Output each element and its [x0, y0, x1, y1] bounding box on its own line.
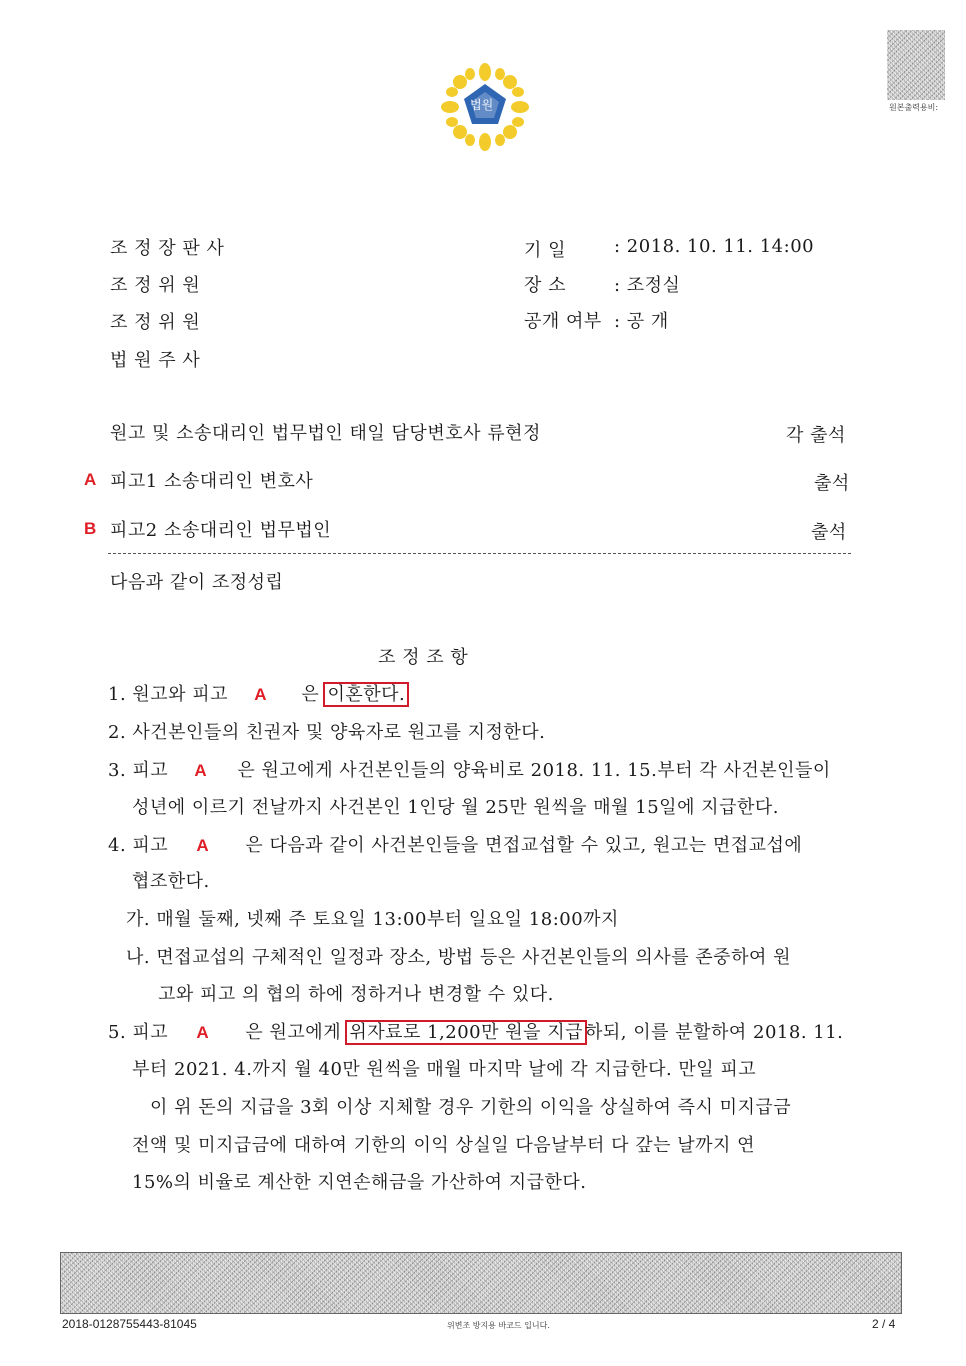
party-defendant-1: 피고1 소송대리인 변호사 — [110, 471, 314, 492]
clause-4-na-line-2: 고와 피고 의 협의 하에 정하거나 변경할 수 있다. — [158, 984, 554, 1005]
court-emblem — [440, 62, 530, 152]
clause-3-prefix: 3. 피고 — [108, 760, 169, 781]
clause-4-na: 나. 면접교섭의 구체적인 일정과 장소, 방법 등은 사건본인들의 의사를 존중하여 원 — [126, 947, 791, 968]
document-number: 2018-0128755443-81045 — [62, 1317, 197, 1331]
session-public-value: : 공 개 — [614, 311, 669, 332]
clause-5-text: 하되, 이를 분할하여 2018. 11. — [585, 1022, 844, 1043]
clause-4-ga: 가. 매월 둘째, 넷째 주 토요일 13:00부터 일요일 18:00까지 — [126, 909, 619, 930]
official-judge: 조 정 장 판 사 — [110, 238, 225, 259]
marker-a: A — [196, 1023, 210, 1042]
barcode-note: 위변조 방지용 바코드 입니다. — [447, 1321, 550, 1330]
official-clerk: 법 원 주 사 — [110, 350, 201, 371]
party-defendant-1-status: 출석 — [814, 473, 850, 494]
clause-4 — [108, 831, 802, 857]
clause-5-line-5: 15%의 비율로 계산한 지연손해금을 가산하여 지급한다. — [132, 1172, 587, 1193]
session-place-value: : 조정실 — [614, 275, 681, 296]
session-public-label: 공개 여부 — [524, 311, 602, 332]
official-mediator-2: 조 정 위 원 — [110, 312, 201, 333]
clause-3-line-2: 성년에 이르기 전날까지 사건본인 1인당 월 25만 원씩을 매월 15일에 지급한다. — [132, 797, 779, 818]
security-stamp — [887, 30, 945, 100]
clause-4-prefix: 4. 피고 — [108, 835, 169, 856]
clause-5-prefix: 5. 피고 — [108, 1022, 169, 1043]
marker-a: A — [254, 685, 268, 704]
security-stamp-label: 원본출력용비: — [889, 103, 939, 112]
settlement-intro: 다음과 같이 조정성립 — [110, 572, 284, 593]
party-defendant-2: 피고2 소송대리인 법무법인 — [110, 520, 332, 541]
marker-a: A — [196, 836, 210, 855]
section-title: 조 정 조 항 — [378, 647, 469, 668]
clause-1-mid: 은 — [301, 684, 320, 705]
official-mediator-1: 조 정 위 원 — [110, 275, 201, 296]
session-date-label: 기 일 — [524, 240, 566, 261]
clause-1-prefix: 1. 원고와 피고 — [108, 684, 229, 705]
clause-4-line-2: 협조한다. — [132, 871, 210, 892]
highlight-divorce: 이혼한다. — [323, 682, 409, 707]
clause-5-line-4: 전액 및 미지급금에 대하여 기한의 이익 상실일 다음날부터 다 갚는 날까지 연 — [132, 1135, 755, 1156]
clause-4-text: 은 다음과 같이 사건본인들을 면접교섭할 수 있고, 원고는 면접교섭에 — [245, 835, 803, 856]
clause-5-mid: 은 원고에게 — [245, 1022, 342, 1043]
session-date-value: : 2018. 10. 11. 14:00 — [614, 236, 815, 257]
clause-3 — [108, 756, 831, 782]
party-plaintiff: 원고 및 소송대리인 법무법인 태일 담당변호사 류현정 — [110, 423, 541, 444]
clause-3-text: 은 원고에게 사건본인들의 양육비로 2018. 11. 15.부터 각 사건본인들이 — [237, 760, 831, 781]
marker-b: B — [84, 519, 97, 538]
clause-2: 2. 사건본인들의 친권자 및 양육자로 원고를 지정한다. — [108, 722, 546, 743]
highlight-consolation-payment: 위자료로 1,200만 원을 지급 — [345, 1020, 587, 1045]
emblem-text: 법원 — [470, 98, 494, 112]
page-number: 2 / 4 — [872, 1317, 896, 1331]
party-defendant-2-status: 출석 — [811, 522, 847, 543]
security-barcode — [60, 1252, 902, 1314]
clause-5-line-2: 부터 2021. 4.까지 월 40만 원씩을 매월 마지막 날에 각 지급한다. 만일 피고 — [132, 1059, 757, 1080]
marker-a: A — [84, 470, 97, 489]
party-plaintiff-status: 각 출석 — [786, 425, 846, 446]
marker-a: A — [194, 761, 208, 780]
clause-5-line-3: 이 위 돈의 지급을 3회 이상 지체할 경우 기한의 이익을 상실하여 즉시 미지급금 — [150, 1097, 792, 1118]
section-divider — [108, 553, 851, 554]
clause-1 — [108, 680, 407, 706]
session-place-label: 장 소 — [524, 275, 566, 296]
clause-5 — [108, 1018, 843, 1044]
